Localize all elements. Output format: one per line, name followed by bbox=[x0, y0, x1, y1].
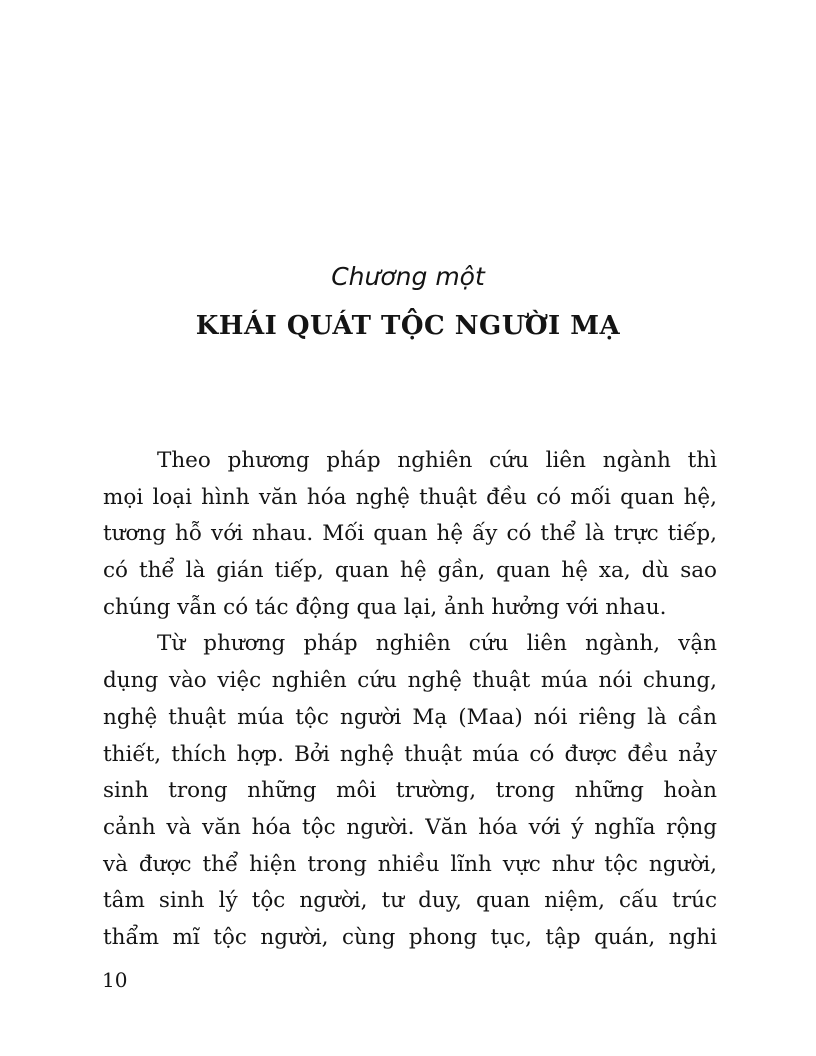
text-line: và được thể hiện trong nhiều lĩnh vực như tộc người, bbox=[103, 851, 717, 877]
text-line: nghệ thuật múa tộc người Mạ (Maa) nói riêng là cần bbox=[103, 704, 717, 730]
text-line: chúng vẫn có tác động qua lại, ảnh hưởng với nhau. bbox=[103, 594, 667, 620]
text-line: cảnh và văn hóa tộc người. Văn hóa với ý nghĩa rộng bbox=[103, 814, 717, 840]
text-line: có thể là gián tiếp, quan hệ gần, quan hệ xa, dù sao bbox=[103, 558, 717, 584]
chapter-title: KHÁI QUÁT TỘC NGƯỜI MẠ bbox=[195, 311, 621, 341]
text-line: thiết, thích hợp. Bởi nghệ thuật múa có được đều nảy bbox=[103, 741, 717, 767]
text-line: tâm sinh lý tộc người, tư duy, quan niệm, cấu trúc bbox=[103, 888, 717, 914]
text-line: Theo phương pháp nghiên cứu liên ngành thì bbox=[157, 448, 717, 473]
chapter-label: Chương một bbox=[331, 262, 485, 291]
text-line: sinh trong những môi trường, trong những hoàn bbox=[103, 778, 717, 804]
paragraph bbox=[103, 626, 717, 956]
paragraph bbox=[103, 443, 717, 626]
text-line: tương hỗ với nhau. Mối quan hệ ấy có thể là trực tiếp, bbox=[103, 521, 717, 547]
body-text bbox=[103, 443, 717, 957]
text-line: mọi loại hình văn hóa nghệ thuật đều có mối quan hệ, bbox=[103, 484, 717, 510]
text-line: dụng vào việc nghiên cứu nghệ thuật múa nói chung, bbox=[103, 668, 717, 694]
text-line: Từ phương pháp nghiên cứu liên ngành, vận bbox=[157, 631, 717, 657]
text-line: thẩm mĩ tộc người, cùng phong tục, tập quán, nghi bbox=[103, 924, 717, 950]
page-number: 10 bbox=[102, 968, 128, 992]
